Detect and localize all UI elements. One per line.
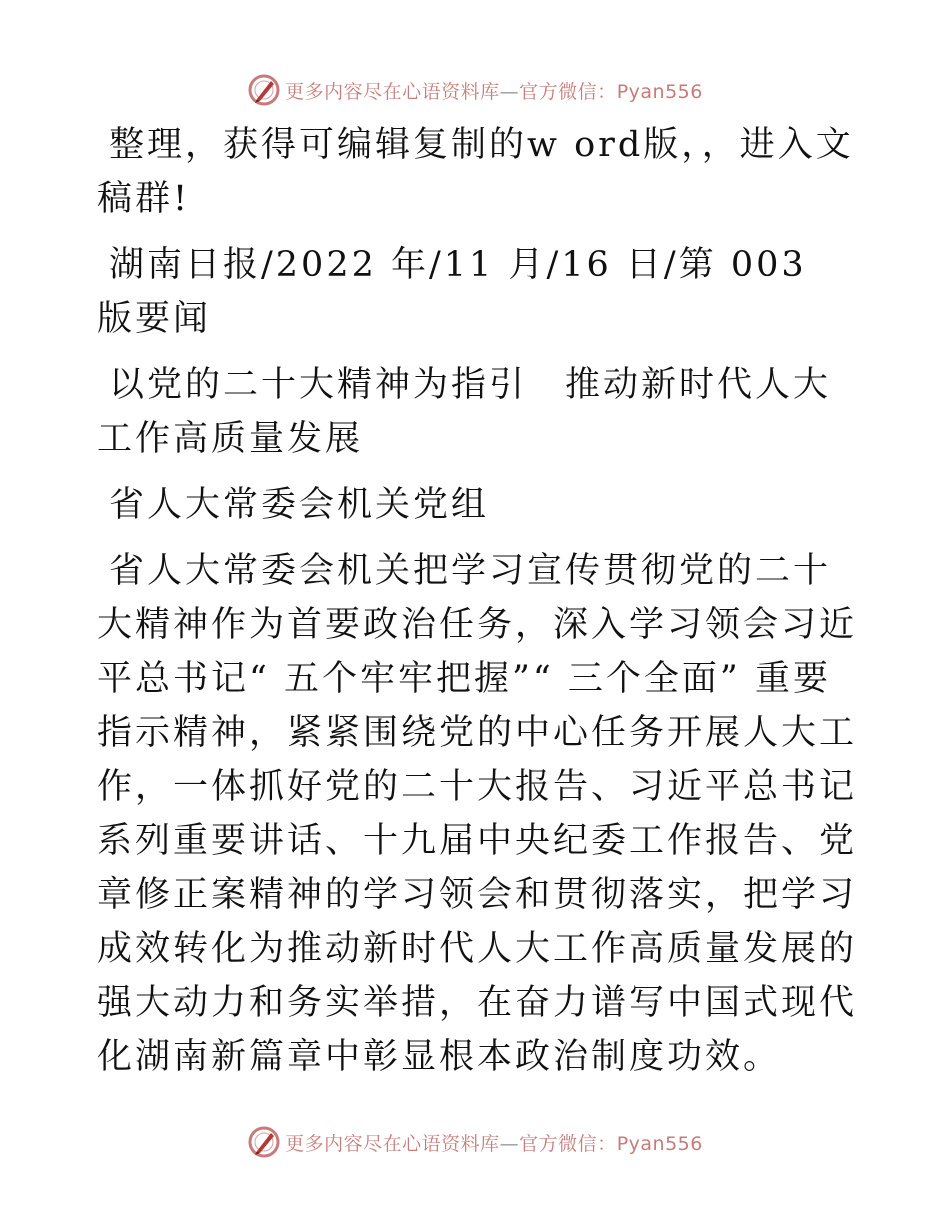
wechat-id: Pyan556 (616, 80, 703, 103)
source-line: 湖南日报/2022 年/11 月/16 日/第 003 版要闻 (97, 245, 807, 339)
promo-text: 更多内容尽在心语资料库 (285, 80, 500, 103)
banner-separator: — (499, 80, 520, 103)
promo-text: 更多内容尽在心语资料库 (285, 1132, 500, 1155)
banner-separator: — (499, 1132, 520, 1155)
wechat-id: Pyan556 (616, 1132, 703, 1155)
document-body (97, 118, 857, 1096)
article-author: 省人大常委会机关党组 (109, 485, 490, 525)
wechat-label: 官方微信： (519, 1132, 617, 1155)
article-title: 以党的二十大精神为指引 推动新时代人大工作高质量发展 (97, 365, 832, 459)
intro-paragraph: 整理，获得可编辑复制的w ord版，，进入文稿群! (97, 125, 854, 219)
wechat-label: 官方微信： (519, 80, 617, 103)
header-watermark-banner (0, 70, 950, 110)
pen-logo-icon (247, 1125, 281, 1159)
body-paragraph: 省人大常委会机关把学习宣传贯彻党的二十大精神作为首要政治任务，深入学习领会习近平总书记“ 五个牢牢把握”“ 三个全面” 重要指示精神，紧紧围绕党的中心任务开展人大工作，一体抓好党的二十大报告、习近平总书记系列重要讲话、十九届中央纪委工作报告、党章修正案精神的学习领会和贯彻落实，把学习成效转化为推动新时代人大工作高质量发展的强大动力和务实举措，在奋力谱写中国式现代化湖南新篇章中彰显根本政治制度功效。 (97, 551, 858, 1077)
pen-logo-icon (247, 73, 281, 107)
footer-watermark-banner (0, 1122, 950, 1162)
